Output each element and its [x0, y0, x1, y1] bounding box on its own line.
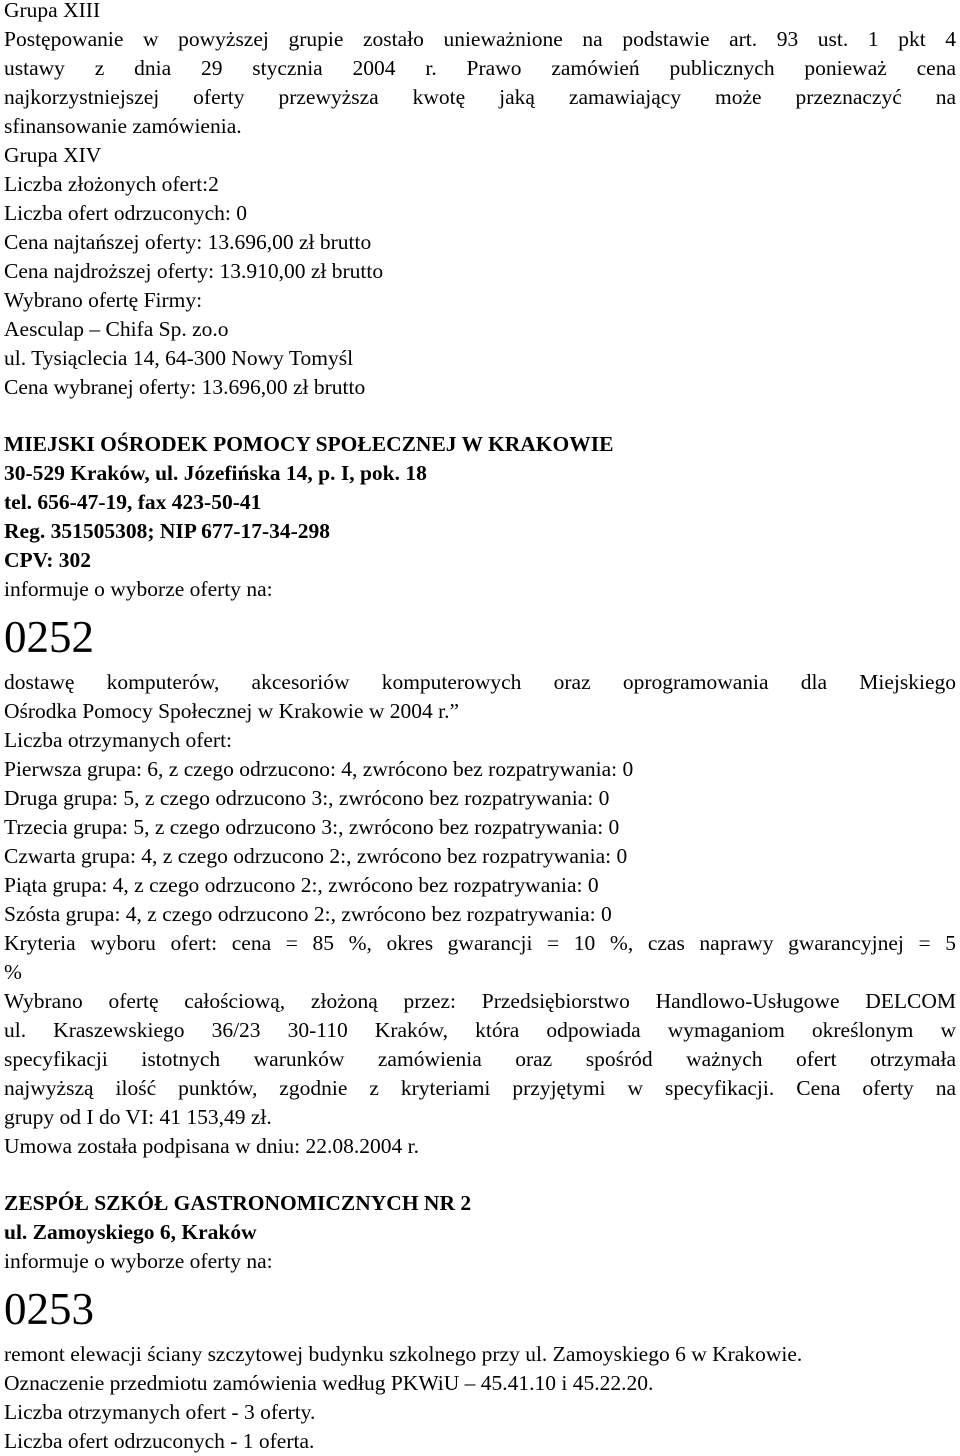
org-address-0252: 30-529 Kraków, ul. Józefińska 14, p. I, pok. 18 [4, 461, 427, 485]
group13-text-line: ustawy z dnia 29 stycznia 2004 r. Prawo zamówień publicznych ponieważ cena [4, 56, 956, 80]
group14-company: Aesculap – Chifa Sp. zo.o [4, 317, 229, 341]
group-line-0252: Druga grupa: 5, z czego odrzucono 3:, zwrócono bez rozpatrywania: 0 [4, 786, 610, 810]
informs-0252: informuje o wyborze oferty na: [4, 577, 273, 601]
notice-number-0252: 0252 [4, 612, 94, 662]
winner-line-0252: Wybrano ofertę całościową, złożoną przez: Przedsiębiorstwo Handlowo-Usługowe DELCOM [4, 989, 956, 1013]
subject-line-0252: dostawę komputerów, akcesoriów komputerowych oraz oprogramowania dla Miejskiego [4, 670, 956, 694]
rejected-0253: Liczba ofert odrzuconych - 1 oferta. [4, 1429, 315, 1453]
group14-offers-rejected: Liczba ofert odrzuconych: 0 [4, 201, 247, 225]
notice-number-0253: 0253 [4, 1284, 94, 1334]
org-name-0252: MIEJSKI OŚRODEK POMOCY SPOŁECZNEJ W KRAKOWIE [4, 432, 614, 456]
org-address-0253: ul. Zamoyskiego 6, Kraków [4, 1220, 257, 1244]
org-reg-0252: Reg. 351505308; NIP 677-17-34-298 [4, 519, 331, 543]
received-0253: Liczba otrzymanych ofert - 3 oferty. [4, 1400, 316, 1424]
group-line-0252: Trzecia grupa: 5, z czego odrzucono 3:, zwrócono bez rozpatrywania: 0 [4, 815, 620, 839]
winner-line-0252: specyfikacji istotnych warunków zamówienia oraz spośród ważnych ofert otrzymała [4, 1047, 956, 1071]
group14-address: ul. Tysiąclecia 14, 64-300 Nowy Tomyśl [4, 346, 354, 370]
group14-cheapest-price: Cena najtańszej oferty: 13.696,00 zł brutto [4, 230, 372, 254]
subject-0253: remont elewacji ściany szczytowej budynku szkolnego przy ul. Zamoyskiego 6 w Krakowie. [4, 1342, 803, 1366]
criteria-line-0252: Kryteria wyboru ofert: cena = 85 %, okres gwarancji = 10 %, czas naprawy gwarancyjnej = 5 [4, 931, 956, 955]
group14-heading: Grupa XIV [4, 143, 102, 167]
contract-signed-0252: Umowa została podpisana w dniu: 22.08.2004 r. [4, 1134, 420, 1158]
pkwiu-0253: Oznaczenie przedmiotu zamówienia według PKWiU – 45.41.10 i 45.22.20. [4, 1371, 654, 1395]
group-line-0252: Szósta grupa: 4, z czego odrzucono 2:, zwrócono bez rozpatrywania: 0 [4, 902, 612, 926]
received-label-0252: Liczba otrzymanych ofert: [4, 728, 233, 752]
org-name-0253: ZESPÓŁ SZKÓŁ GASTRONOMICZNYCH NR 2 [4, 1191, 472, 1215]
group13-text-line: najkorzystniejszej oferty przewyższa kwotę jaką zamawiający może przeznaczyć na [4, 85, 956, 109]
org-phone-0252: tel. 656-47-19, fax 423-50-41 [4, 490, 262, 514]
group14-most-expensive-price: Cena najdroższej oferty: 13.910,00 zł brutto [4, 259, 384, 283]
group-line-0252: Pierwsza grupa: 6, z czego odrzucono: 4, zwrócono bez rozpatrywania: 0 [4, 757, 634, 781]
group13-text-line: Postępowanie w powyższej grupie zostało unieważnione na podstawie art. 93 ust. 1 pkt 4 [4, 27, 956, 51]
group-line-0252: Czwarta grupa: 4, z czego odrzucono 2:, zwrócono bez rozpatrywania: 0 [4, 844, 628, 868]
winner-line-0252: najwyższą ilość punktów, zgodnie z kryteriami przyjętymi w specyfikacji. Cena oferty na [4, 1076, 956, 1100]
group13-heading: Grupa XIII [4, 0, 101, 22]
group14-chosen-label: Wybrano ofertę Firmy: [4, 288, 203, 312]
winner-line-0252: grupy od I do VI: 41 153,49 zł. [4, 1105, 272, 1129]
criteria-line-0252: % [4, 960, 22, 984]
group14-offers-submitted: Liczba złożonych ofert:2 [4, 172, 219, 196]
cpv-0252: CPV: 302 [4, 548, 91, 572]
group13-text-line: sfinansowanie zamówienia. [4, 114, 242, 138]
group14-chosen-price: Cena wybranej oferty: 13.696,00 zł brutto [4, 375, 366, 399]
subject-line-0252: Ośrodka Pomocy Społecznej w Krakowie w 2004 r.” [4, 699, 459, 723]
winner-line-0252: ul. Kraszewskiego 36/23 30-110 Kraków, która odpowiada wymaganiom określonym w [4, 1018, 956, 1042]
group-line-0252: Piąta grupa: 4, z czego odrzucono 2:, zwrócono bez rozpatrywania: 0 [4, 873, 599, 897]
informs-0253: informuje o wyborze oferty na: [4, 1249, 273, 1273]
